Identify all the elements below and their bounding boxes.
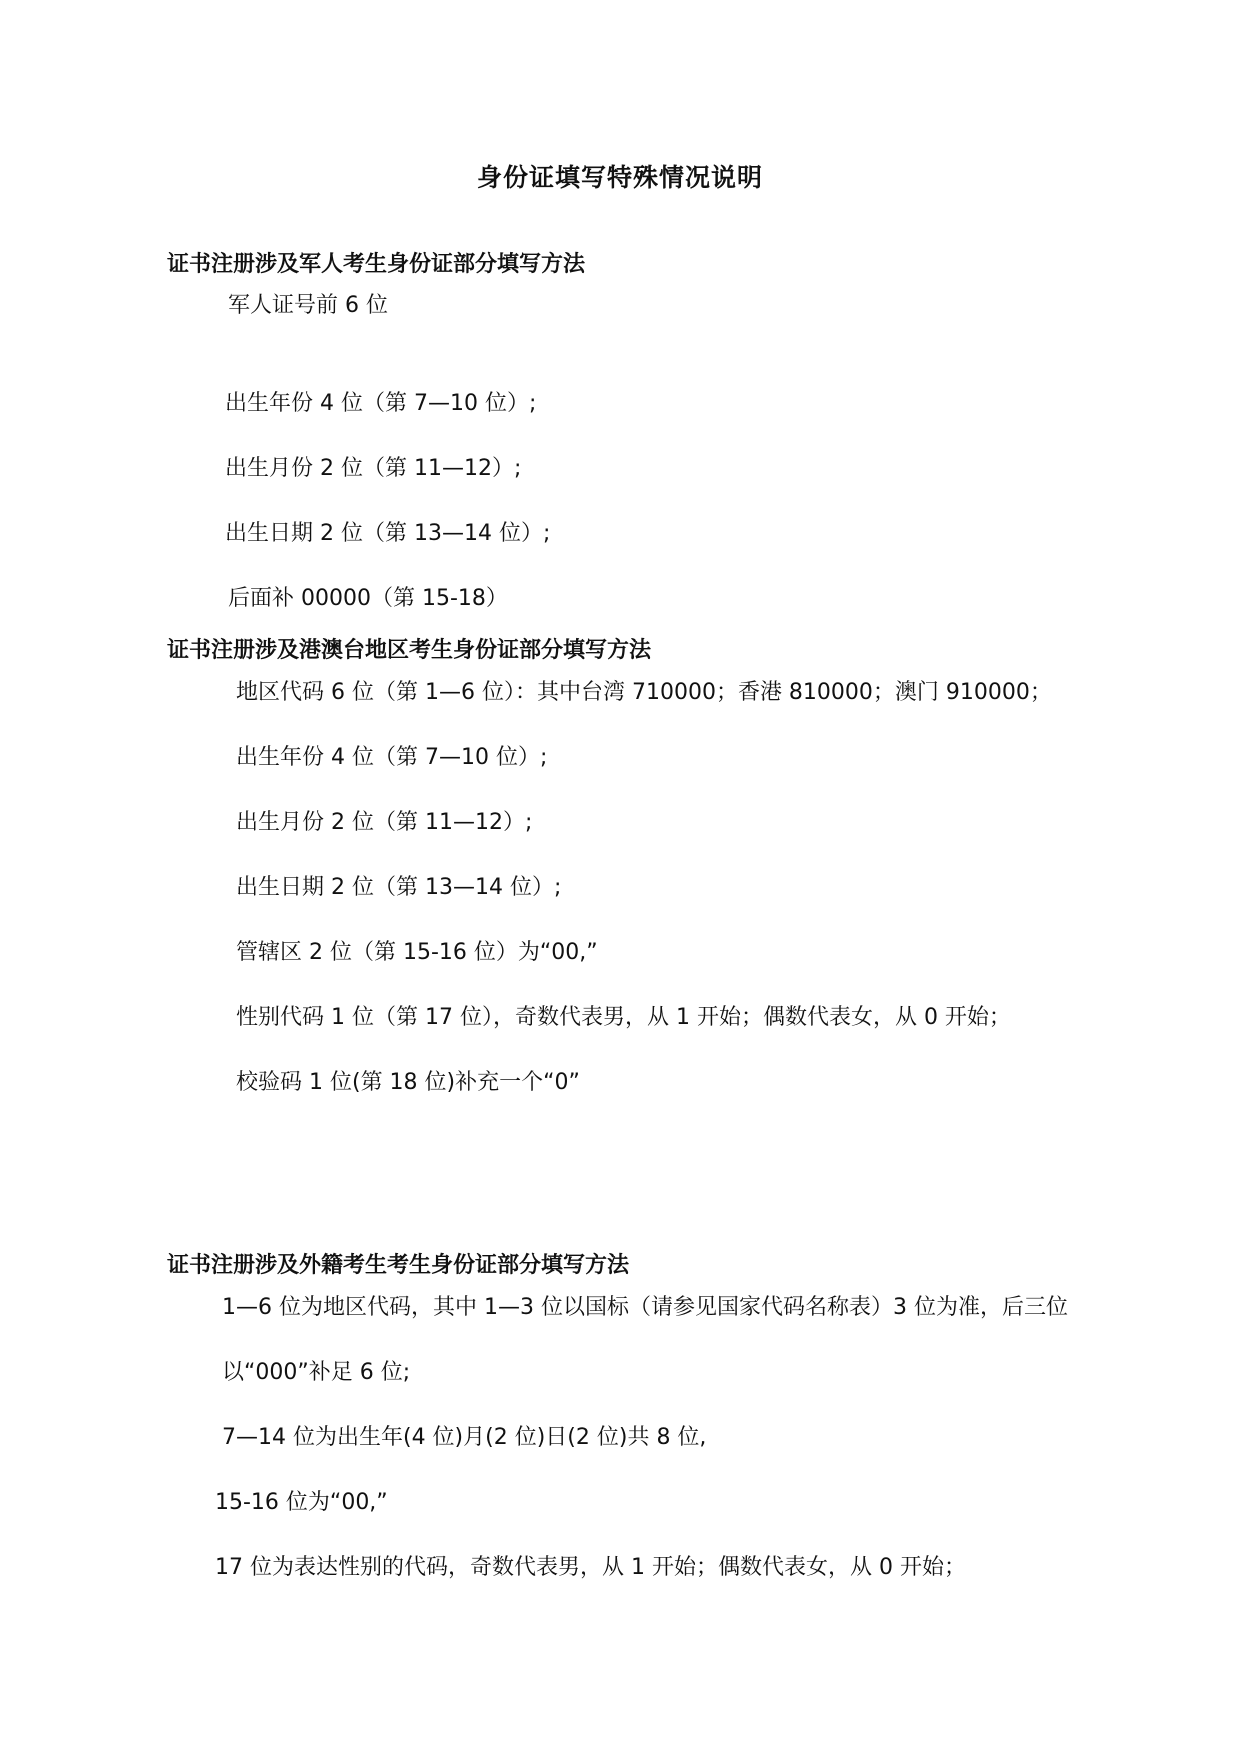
hmt-line-3: 出生月份 2 位（第 11—12）; <box>236 810 533 835</box>
military-line-3: 出生月份 2 位（第 11—12）; <box>225 456 522 481</box>
military-line-1: 军人证号前 6 位 <box>228 293 388 318</box>
foreign-line-1: 1—6 位为地区代码，其中 1—3 位以国标（请参见国家代码名称表）3 位为准，后三位 <box>222 1295 1068 1320</box>
military-line-5: 后面补 00000（第 15-18） <box>228 586 508 611</box>
foreign-line-3: 7—14 位为出生年(4 位)月(2 位)日(2 位)共 8 位, <box>222 1425 707 1450</box>
hmt-line-4: 出生日期 2 位（第 13—14 位）; <box>236 875 562 900</box>
foreign-line-4: 15-16 位为“00,” <box>215 1490 388 1515</box>
hmt-line-6: 性别代码 1 位（第 17 位），奇数代表男，从 1 开始；偶数代表女，从 0 开始； <box>236 1005 1011 1030</box>
military-line-4: 出生日期 2 位（第 13—14 位）; <box>225 521 551 546</box>
foreign-line-5: 17 位为表达性别的代码，奇数代表男，从 1 开始；偶数代表女，从 0 开始； <box>215 1555 966 1580</box>
section-heading-military: 证书注册涉及军人考生身份证部分填写方法 <box>167 252 586 277</box>
section-heading-hmt: 证书注册涉及港澳台地区考生身份证部分填写方法 <box>167 638 652 663</box>
military-line-2: 出生年份 4 位（第 7—10 位）; <box>225 391 537 416</box>
hmt-line-1: 地区代码 6 位（第 1—6 位）：其中台湾 710000；香港 810000；澳门 910000； <box>236 680 1052 705</box>
section-heading-foreign: 证书注册涉及外籍考生考生身份证部分填写方法 <box>167 1253 630 1278</box>
hmt-line-2: 出生年份 4 位（第 7—10 位）; <box>236 745 548 770</box>
hmt-line-5: 管辖区 2 位（第 15-16 位）为“00,” <box>236 940 598 965</box>
foreign-line-2: 以“000”补足 6 位; <box>222 1360 411 1385</box>
document-title: 身份证填写特殊情况说明 <box>476 163 763 192</box>
hmt-line-7: 校验码 1 位(第 18 位)补充一个“0” <box>236 1070 580 1095</box>
